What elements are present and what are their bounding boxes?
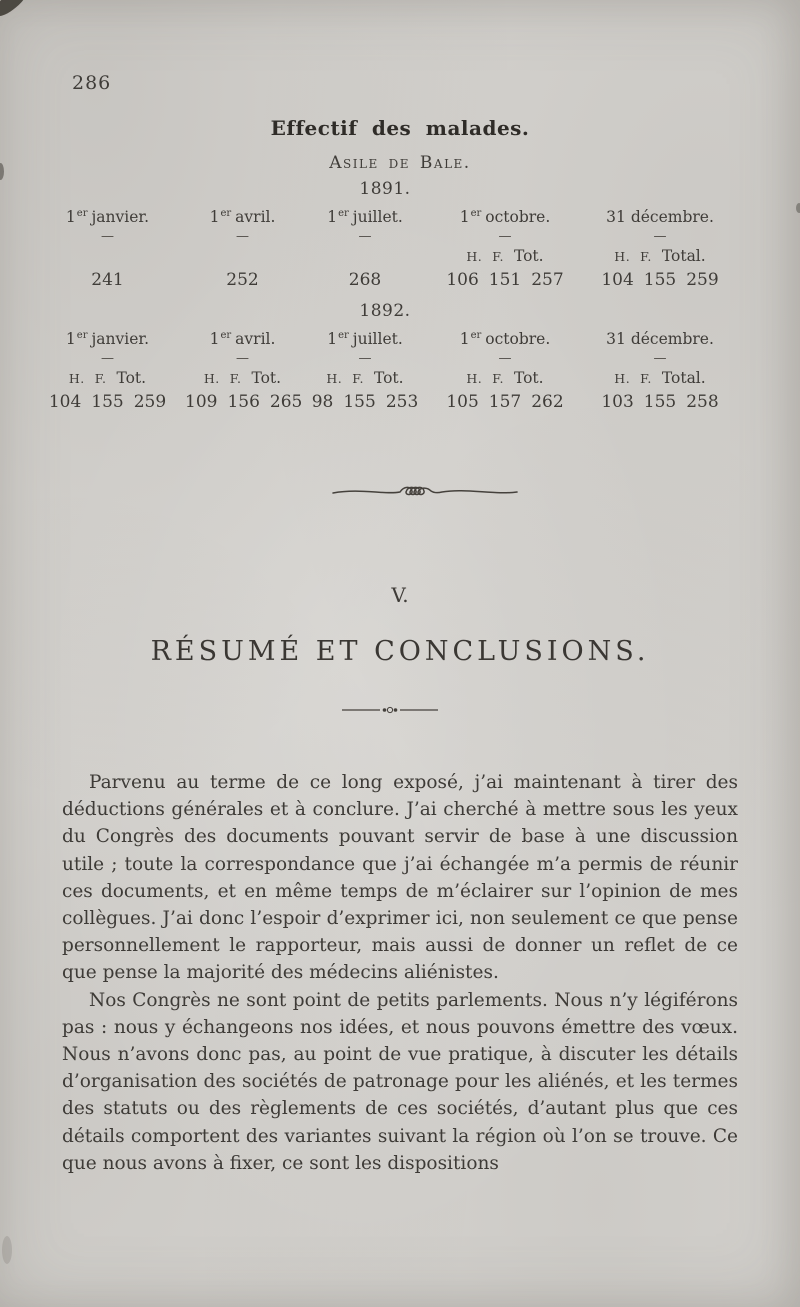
column-date-header [305,208,425,228]
date-number: 1 [65,330,76,348]
column-subheader [425,369,585,391]
table-column-octobre [425,208,585,290]
value-number: 156 [227,392,260,412]
value-number: 241 [91,270,124,290]
date-number: 1 [327,330,338,348]
value-number: 104 [601,270,634,290]
value-number: 151 [488,270,522,290]
page-number: 286 [72,72,112,94]
column-subheader [180,369,305,391]
column-subheader [35,247,180,269]
date-month: octobre. [485,330,551,348]
column-values [180,392,305,412]
column-date-header [180,330,305,350]
column-subheader [585,369,735,391]
asylum-name: Asile de Bale. [329,153,471,173]
date-number: 31 [606,208,626,226]
column-subheader [305,247,425,269]
date-month: janvier. [91,330,150,348]
subheader-total: Tot. [513,369,544,387]
value-number: 155 [343,392,376,412]
column-values [305,392,425,412]
subheader-h: H. [203,371,220,386]
column-subheader [425,247,585,269]
date-month: avril. [235,330,276,348]
subheader-total: Tot. [251,369,282,387]
table-column-octobre [425,330,585,412]
value-number: 155 [91,392,124,412]
subheader-h: H. [614,249,631,264]
date-number: 31 [606,330,626,348]
corner-ink-mark [0,0,30,20]
column-date-header [180,208,305,228]
column-date-header [425,330,585,350]
ordinal-superscript: er [470,208,482,219]
column-values [425,392,585,412]
column-dash: — [358,229,372,244]
column-dash: — [653,351,667,366]
column-values [35,392,180,412]
value-number: 155 [643,392,677,412]
subheader-h: H. [466,371,483,386]
value-number: 259 [686,270,719,290]
table-year: 1891. [359,179,411,199]
subheader-f: F. [640,371,652,386]
column-subheader [35,369,180,391]
value-number: 268 [348,270,382,290]
ordinal-superscript: er [76,208,88,219]
body-text [62,769,738,1177]
value-number: 109 [185,392,218,412]
ordinal-superscript: er [338,208,349,219]
section-heading: RÉSUMÉ ET CONCLUSIONS. [150,636,650,667]
subheader-total: Tot. [116,369,147,387]
table-column-janvier [35,330,180,412]
date-month: décembre. [630,330,714,348]
value-number: 265 [269,392,303,412]
patients-table-1891 [35,179,735,290]
ordinal-superscript: er [76,330,88,341]
subheader-f: F. [352,371,364,386]
date-number: 1 [327,208,338,226]
date-month: juillet. [352,330,403,348]
column-values [585,392,735,412]
value-number: 106 [446,270,479,290]
subheader-f: F. [229,371,242,386]
document-header [0,116,800,173]
value-number: 155 [643,270,677,290]
subheader-h: H. [326,371,343,386]
column-date-header [585,208,735,228]
column-dash: — [653,229,667,244]
table-column-avril [180,330,305,412]
subheader-f: F. [640,249,652,264]
table-column-decembre [585,208,735,290]
value-number: 98 [311,392,334,412]
section-numeral: V. [391,583,409,607]
patients-table-1892 [35,301,735,412]
date-number: 1 [209,330,220,348]
ordinal-superscript: er [220,330,232,341]
value-number: 253 [385,392,419,412]
flourish-divider-icon [25,484,800,504]
ordinal-superscript: er [220,208,232,219]
table-year: 1892. [359,301,411,321]
value-number: 259 [133,392,167,412]
date-number: 1 [65,208,76,226]
column-date-header [425,208,585,228]
subheader-total: Total. [661,247,706,265]
table-column-juillet [305,330,425,412]
date-month: janvier. [91,208,150,226]
ordinal-superscript: er [470,330,482,341]
value-number: 262 [531,392,564,412]
column-date-header [305,330,425,350]
subheader-f: F. [492,249,504,264]
column-values [180,270,305,290]
subheader-total: Total. [661,369,706,387]
column-values [35,270,180,290]
subheader-total: Tot. [513,247,544,265]
table-column-juillet [305,208,425,290]
date-number: 1 [459,330,470,348]
right-edge-mark [796,203,800,213]
date-number: 1 [209,208,220,226]
table-column-decembre [585,330,735,412]
column-subheader [585,247,735,269]
column-values [585,270,735,290]
table-column-janvier [35,208,180,290]
date-month: juillet. [352,208,403,226]
column-dash: — [236,351,249,366]
value-number: 252 [226,270,259,290]
column-values [425,270,585,290]
column-date-header [35,330,180,350]
column-date-header [585,330,735,350]
paragraph-1: Parvenu au terme de ce long exposé, j’ai maintenant à tirer des déductions générales et à conclure. J’ai cherché à mettre sous les yeux du Congrès des documents pouvant servir de base à une discussion utile ; toute la correspondance que j’ai échangée m’a permis de réunir ces documents, et en même temps de m’éclairer sur l’opinion de mes collègues. J’ai donc l’espoir d’exprimer ici, non seulement ce que pense personnellement le rapporteur, mais aussi de donner un reflet de ce que pense la majorité des médecins aliénistes. [62,772,738,984]
table-columns-row [35,330,735,412]
date-number: 1 [459,208,470,226]
column-subheader [180,247,305,269]
subheader-f: F. [492,371,504,386]
column-dash: — [101,351,114,366]
table-column-avril [180,208,305,290]
subheader-h: H. [466,249,483,264]
date-month: octobre. [485,208,551,226]
left-edge-smudge [2,1236,12,1264]
subheader-total: Tot. [373,369,404,387]
value-number: 157 [488,392,522,412]
value-number: 104 [48,392,82,412]
value-number: 103 [601,392,634,412]
value-number: 257 [531,270,564,290]
subheader-f: F. [94,371,107,386]
value-number: 258 [686,392,719,412]
column-dash: — [358,351,372,366]
date-month: avril. [235,208,276,226]
ordinal-superscript: er [338,330,349,341]
column-date-header [35,208,180,228]
column-dash: — [498,351,512,366]
column-dash: — [236,229,249,244]
document-title: Effectif des malades. [270,116,530,140]
column-values [305,270,425,290]
value-number: 105 [446,392,479,412]
date-month: décembre. [630,208,714,226]
table-columns-row [35,208,735,290]
paragraph-2: Nos Congrès ne sont point de petits parlements. Nous n’y légiférons pas : nous y échangeons nos idées, et nous pouvons émettre des vœux. Nous n’avons donc pas, au point de vue pratique, à discuter les détails d’organisation des sociétés de patronage pour les aliénés, et les termes des statuts ou des règlements de ces sociétés, d’autant plus que ces détails comportent des variantes suivant la région où l’on se trouve. Ce que nous avons à fixer, ce sont les dispositions [62,989,738,1174]
ornament-divider-icon [0,701,790,720]
subheader-h: H. [68,371,85,386]
subheader-h: H. [614,371,631,386]
column-dash: — [498,229,512,244]
column-subheader [305,369,425,391]
column-dash: — [101,229,114,244]
